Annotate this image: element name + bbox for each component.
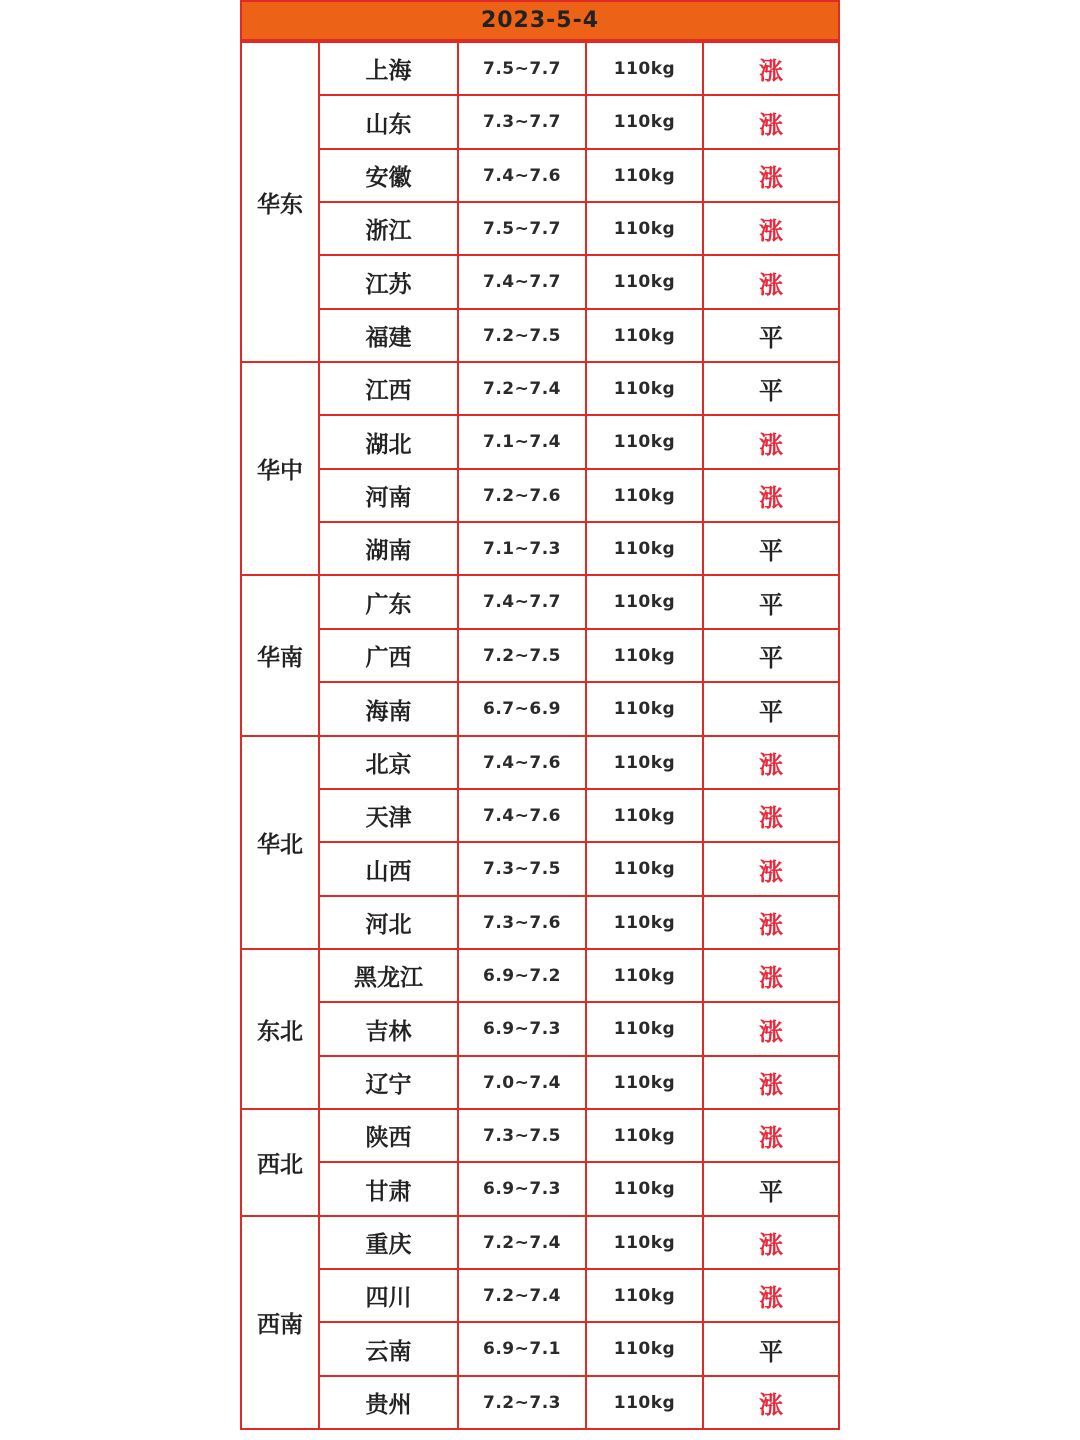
province-cell: 上海 [318,41,459,96]
trend-cell: 涨 [702,841,840,897]
weight-cell: 110kg [585,788,704,843]
weight-cell: 110kg [585,1321,704,1377]
price-range-cell: 7.2~7.4 [457,1215,587,1270]
trend-cell: 涨 [702,1268,840,1323]
price-range-cell: 7.0~7.4 [457,1055,587,1110]
price-range-cell: 7.1~7.4 [457,414,587,470]
table-header-date: 2023-5-4 [240,0,840,41]
trend-cell: 涨 [702,148,840,203]
trend-cell: 涨 [702,201,840,256]
weight-cell: 110kg [585,521,704,576]
province-cell: 黑龙江 [318,948,459,1003]
price-range-cell: 7.4~7.6 [457,148,587,203]
region-cell: 华北 [240,735,320,950]
province-cell: 河南 [318,468,459,523]
trend-cell: 涨 [702,1055,840,1110]
trend-cell: 涨 [702,735,840,790]
province-cell: 云南 [318,1321,459,1377]
price-range-cell: 7.3~7.5 [457,841,587,897]
trend-cell: 平 [702,574,840,630]
weight-cell: 110kg [585,468,704,523]
weight-cell: 110kg [585,414,704,470]
province-cell: 广西 [318,628,459,683]
price-range-cell: 7.5~7.7 [457,201,587,256]
weight-cell: 110kg [585,1001,704,1057]
province-cell: 山西 [318,841,459,897]
weight-cell: 110kg [585,841,704,897]
weight-cell: 110kg [585,254,704,310]
trend-cell: 平 [702,308,840,363]
weight-cell: 110kg [585,628,704,683]
price-range-cell: 7.2~7.4 [457,1268,587,1323]
province-cell: 陕西 [318,1108,459,1163]
trend-cell: 涨 [702,414,840,470]
province-cell: 北京 [318,735,459,790]
weight-cell: 110kg [585,1161,704,1217]
region-cell: 东北 [240,948,320,1110]
weight-cell: 110kg [585,735,704,790]
province-cell: 辽宁 [318,1055,459,1110]
price-range-cell: 6.9~7.2 [457,948,587,1003]
weight-cell: 110kg [585,681,704,737]
weight-cell: 110kg [585,574,704,630]
trend-cell: 涨 [702,468,840,523]
trend-cell: 涨 [702,788,840,843]
trend-cell: 涨 [702,948,840,1003]
weight-cell: 110kg [585,94,704,150]
trend-cell: 涨 [702,1001,840,1057]
province-cell: 湖北 [318,414,459,470]
province-cell: 吉林 [318,1001,459,1057]
weight-cell: 110kg [585,361,704,416]
trend-cell: 涨 [702,1375,840,1430]
weight-cell: 110kg [585,308,704,363]
weight-cell: 110kg [585,148,704,203]
weight-cell: 110kg [585,948,704,1003]
price-range-cell: 7.2~7.5 [457,628,587,683]
price-range-cell: 7.2~7.3 [457,1375,587,1430]
province-cell: 江苏 [318,254,459,310]
weight-cell: 110kg [585,895,704,950]
weight-cell: 110kg [585,1268,704,1323]
province-cell: 福建 [318,308,459,363]
region-cell: 华南 [240,574,320,737]
price-range-cell: 7.2~7.6 [457,468,587,523]
province-cell: 广东 [318,574,459,630]
price-range-cell: 7.4~7.7 [457,254,587,310]
price-range-cell: 7.2~7.4 [457,361,587,416]
trend-cell: 涨 [702,41,840,96]
price-range-cell: 7.4~7.6 [457,735,587,790]
price-range-cell: 6.9~7.3 [457,1001,587,1057]
trend-cell: 平 [702,521,840,576]
trend-cell: 涨 [702,1108,840,1163]
price-grid [240,41,840,1428]
trend-cell: 平 [702,681,840,737]
price-range-cell: 6.9~7.3 [457,1161,587,1217]
province-cell: 湖南 [318,521,459,576]
province-cell: 安徽 [318,148,459,203]
region-cell: 西北 [240,1108,320,1217]
province-cell: 四川 [318,1268,459,1323]
province-cell: 甘肃 [318,1161,459,1217]
price-range-cell: 7.1~7.3 [457,521,587,576]
region-cell: 华中 [240,361,320,576]
trend-cell: 涨 [702,254,840,310]
trend-cell: 涨 [702,94,840,150]
trend-cell: 涨 [702,1215,840,1270]
trend-cell: 平 [702,1161,840,1217]
trend-cell: 平 [702,361,840,416]
price-range-cell: 6.7~6.9 [457,681,587,737]
province-cell: 海南 [318,681,459,737]
province-cell: 重庆 [318,1215,459,1270]
province-cell: 江西 [318,361,459,416]
price-range-cell: 7.4~7.6 [457,788,587,843]
weight-cell: 110kg [585,41,704,96]
trend-cell: 平 [702,1321,840,1377]
price-table [240,0,840,1428]
province-cell: 贵州 [318,1375,459,1430]
price-range-cell: 7.3~7.5 [457,1108,587,1163]
price-range-cell: 7.2~7.5 [457,308,587,363]
weight-cell: 110kg [585,1215,704,1270]
province-cell: 河北 [318,895,459,950]
trend-cell: 平 [702,628,840,683]
weight-cell: 110kg [585,1375,704,1430]
weight-cell: 110kg [585,201,704,256]
region-cell: 西南 [240,1215,320,1430]
weight-cell: 110kg [585,1108,704,1163]
price-range-cell: 7.4~7.7 [457,574,587,630]
price-range-cell: 7.3~7.7 [457,94,587,150]
price-range-cell: 7.3~7.6 [457,895,587,950]
province-cell: 山东 [318,94,459,150]
trend-cell: 涨 [702,895,840,950]
weight-cell: 110kg [585,1055,704,1110]
price-range-cell: 7.5~7.7 [457,41,587,96]
region-cell: 华东 [240,41,320,363]
price-range-cell: 6.9~7.1 [457,1321,587,1377]
province-cell: 浙江 [318,201,459,256]
province-cell: 天津 [318,788,459,843]
